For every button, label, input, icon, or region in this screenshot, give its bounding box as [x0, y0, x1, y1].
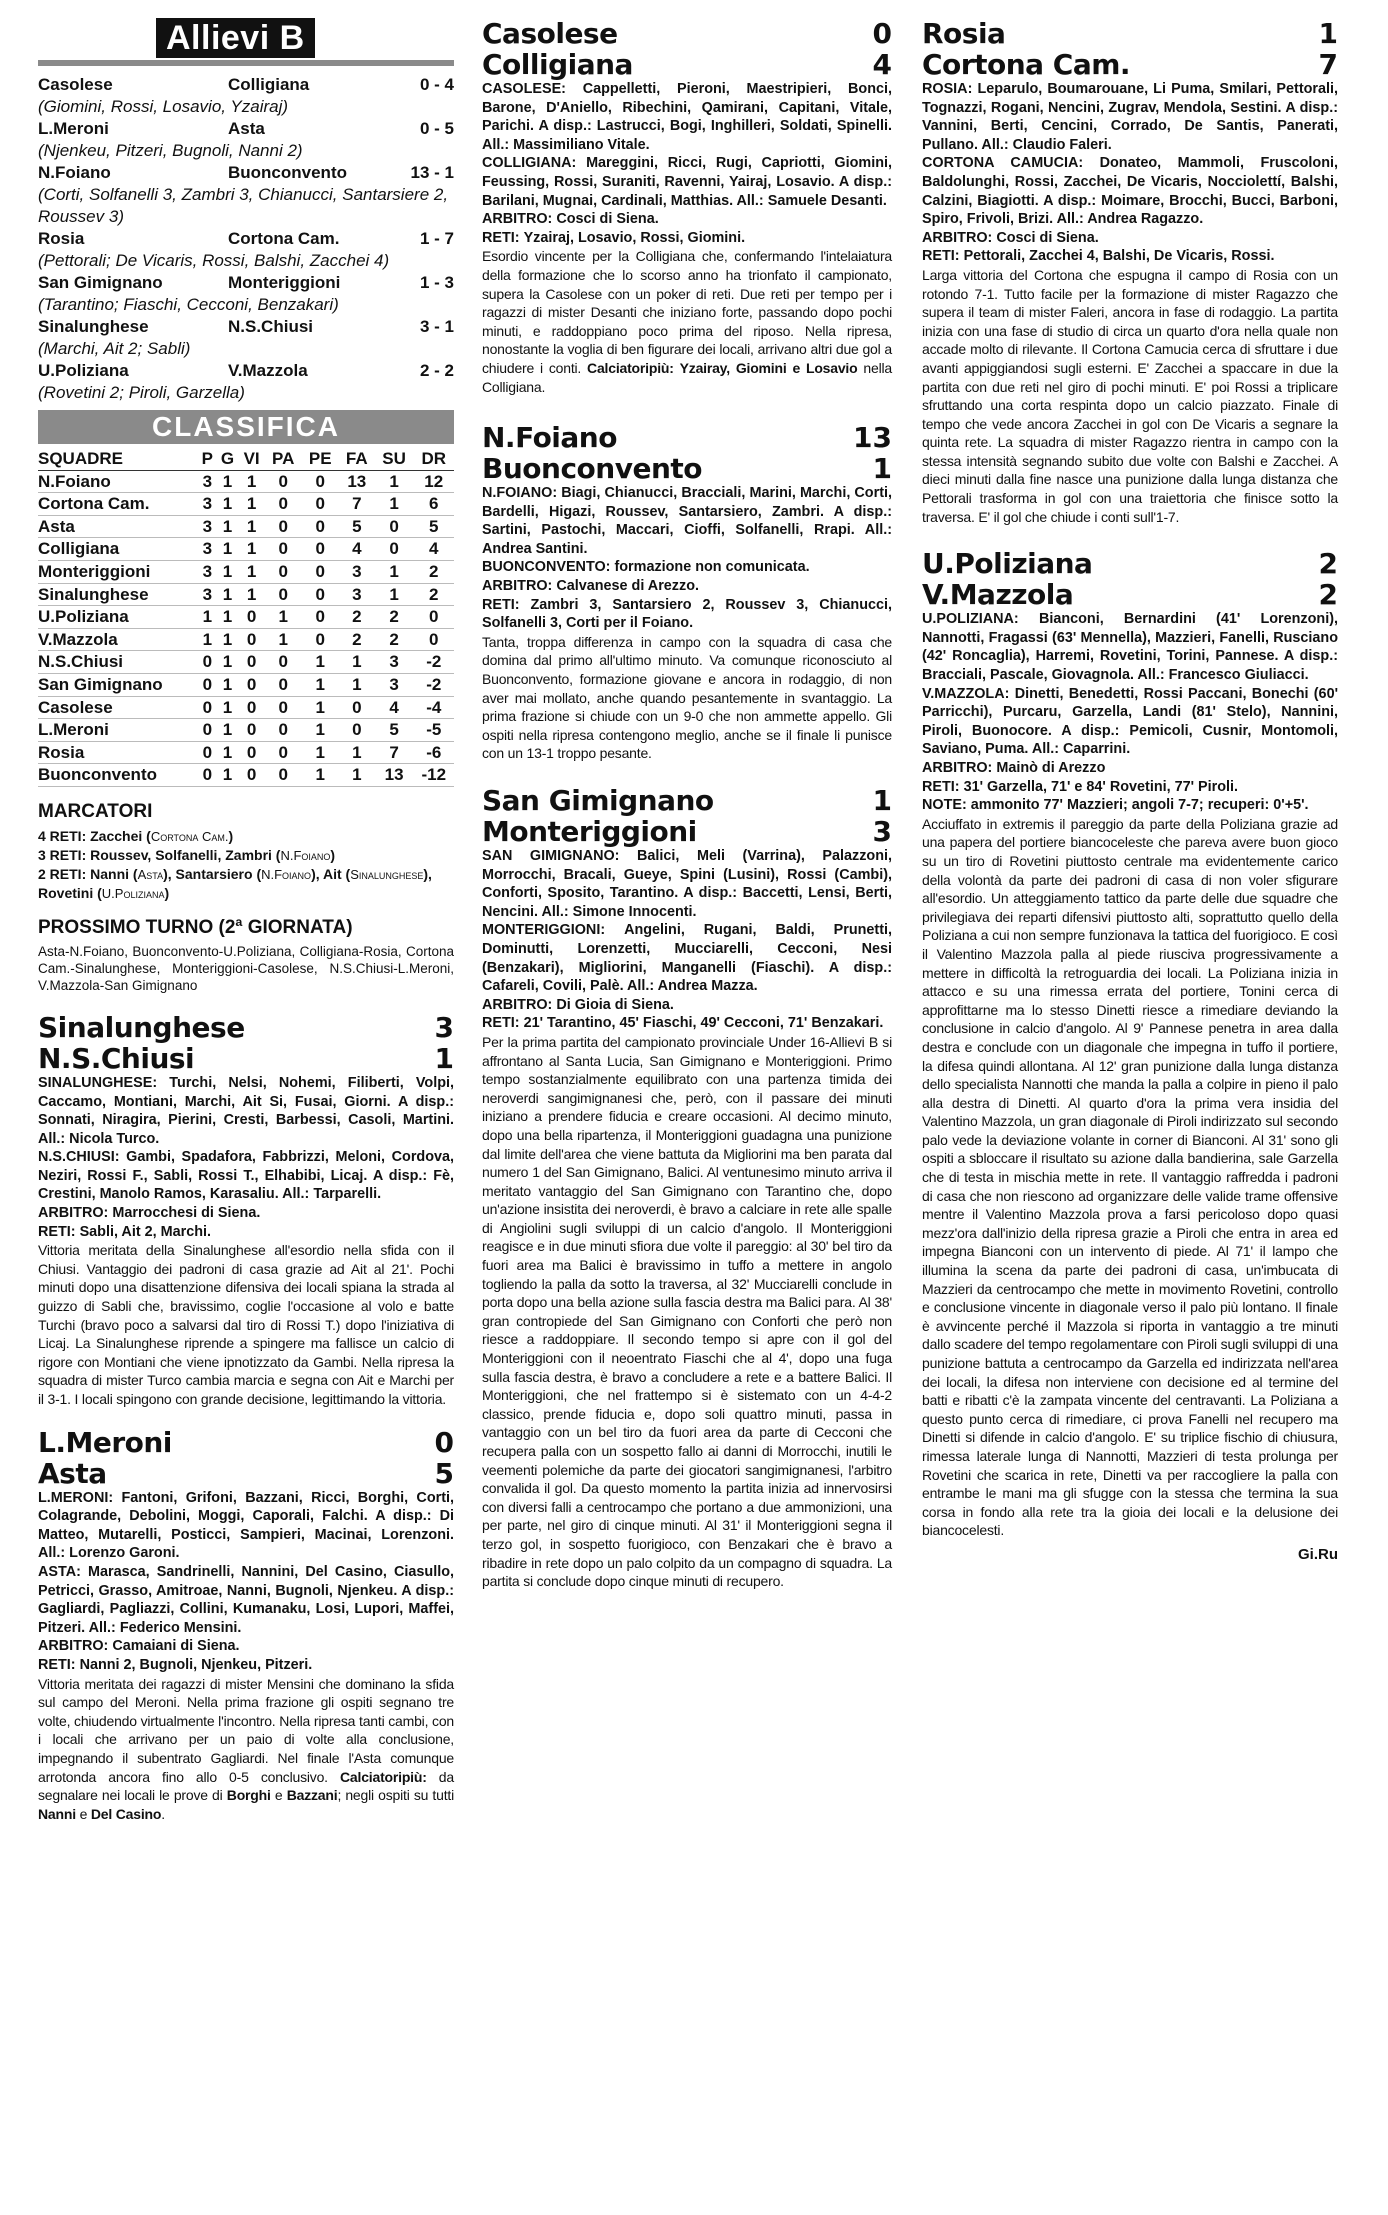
standings-cell: 0	[238, 651, 264, 674]
standings-cell: 3	[339, 583, 375, 606]
standings-cell: 13	[339, 470, 375, 493]
match-foiano-buonconvento: N.Foiano 13 Buonconvento 1 N.FOIANO: Biagi, Chianucci, Bracciali, Marini, Marchi, Corti, Bardelli, Higazi, Roussev, Santarsiero, Zambri. A disp.: Sartini, Pastochi, Maccari, Cioffi, Solfanelli, Rrapi. All.: Andrea Santini. BUONCONVENTO: formazione non comunicata. ARBITRO: Calvanese di Arezzo. RETI: Zambri 3, Santarsiero 2, Roussev 3, Chianucci, Solfanelli 3, Corti per il Foiano. Tanta, troppa differenza in campo con la squadra di casa che domina dal primo all'ultimo minuto. Va comunque riconosciuto al Buonconvento, formazione giovane e ancora in rodaggio, di non aver mai mollato, anche quando pesantemente in svantaggio. La prima frazione si chiude con un 9-0 che non ammette appello. Gli ospiti nella ripresa contengono meglio, anche se il finale li punisce con un 13-1 troppo pesante.	[482, 421, 892, 762]
standings-cell: 0	[238, 764, 264, 787]
standings-header-cell: VI	[238, 448, 264, 470]
match-report: Vittoria meritata della Sinalunghese all'esordio nella sfida con il Chiusi. Vantaggio dei padroni di casa grazie ad Ait al 21'. Pochi minuti dopo una disattenzione difensiva dei locali spiana la strada al guizzo di Sabli che, bravissimo, coglie l'occasione al volo e batte Turchi (bravo poco a salvarsi dal tiro di Rossi T.) dopo l'iniziativa di Licaj. La Sinalunghese riprende a spingere ma fallisce un calcio di rigore con Montiani che viene ipnotizzato da Gambi. Nella ripresa la squadra di mister Turco cambia marcia e segna con Ait e Marchi per il 3-1. I locali spingono con grande decisione, legittimando la vittoria.	[38, 1242, 454, 1407]
standings-row	[38, 719, 454, 742]
standings-cell: 3	[375, 673, 414, 696]
score: 1 - 3	[419, 273, 454, 292]
standings-header-cell: SU	[375, 448, 414, 470]
standings-row	[38, 606, 454, 629]
standings-cell: 0	[375, 538, 414, 561]
standings-cell: 3	[198, 583, 217, 606]
standings-cell: 0	[238, 719, 264, 742]
standings-cell: 1	[375, 470, 414, 493]
score: 0 - 5	[419, 119, 454, 138]
standings-cell: 1	[265, 606, 302, 629]
standings-cell: 3	[198, 470, 217, 493]
standings-row	[38, 493, 454, 516]
standings-cell: 0	[302, 470, 339, 493]
standings-row	[38, 764, 454, 787]
signature: Gi.Ru	[1298, 1545, 1338, 1563]
result-row	[38, 316, 454, 338]
standings-cell: 1	[238, 583, 264, 606]
result-row	[38, 118, 454, 140]
standings-cell: 0	[302, 515, 339, 538]
result-scorers: (Pettorali; De Vicaris, Rossi, Balshi, Zacchei 4)	[38, 251, 390, 270]
score: 13 - 1	[410, 163, 454, 182]
score: 3 - 1	[419, 317, 454, 336]
result-scorers: (Njenkeu, Pitzeri, Bugnoli, Nanni 2)	[38, 141, 303, 160]
standings-table	[38, 448, 454, 787]
match-report: Acciuffato in extremis il pareggio da parte della Poliziana grazie ad una papera del portiere biancoceleste che pareva avere buon gioco su un tiro di Rovetini piuttosto centrale ma evidentemente carico della volontà da parte dei padroni di casa di non voler sfigurare all'esordio. Un atteggiamento tattico da parte delle due squadre che privilegiava dei reparti difensivi piuttosto alti, soprattutto quello della Poliziana a cui non sempre funzionava la tattica del fuorigioco. E così il Valentino Mazzola palla al piede riusciva progressivamente a mettere in difficoltà la retroguardia dei locali. La Poliziana inizia in attacco e su una rimessa errata del portiere, Tonini cerca di approfittarne ma lo stesso Dinetti riesce a rimediare deviando la conclusione in calcio d'angolo. Al 9' Pannese penetra in area dalla destra e conclude con un diagonale che impegna in tuffo il portiere, la difesa quindi allontana. Al 12' gran punizione dalla lunga distanza dello specialista Nannotti che manda la palla a colpire in pieno il palo alla destra di Dinetti. Al quarto d'ora la prima vera insidia del Valentino Mazzola, un gran diagonale di Piroli indirizzato sul secondo palo vede la deviazione volante in corner di Bianconi. Al 31' sono gli ospiti a sbloccare il risultato su azione dalla bandierina, sale Garzella che di testa in mischia mette in rete. Il vantaggio raffredda i padroni di casa che non riescono ad organizzare delle valide trame offensive mentre il Valentino Mazzola prova a farsi pericoloso dopo quasi mezz'ora dall'inizio della ripresa grazie a Piroli che entra in area ed impegna Bianconi con un intervento di piede. Al 71' il lampo che illumina la scena da parte dei padroni di casa, un'imbucata di Mazzieri da centrocampo che mette in movimento Rovetini, controllo e conclusione vincente in diagonale verso il palo più lontano. Il finale è avvincente perché il Mazzola si riporta in vantaggio a tre minuti dallo scadere del tempo regolamentare con Piroli sugli sviluppi di una punizione battuta a centrocampo da Garzella ed indirizzata nell'area dei locali, la difesa non interviene con decisione ed al termine del batti e ribatti c'è la zampata vincente del centravanti. La Poliziana a questo punto cerca di rimediare, ci prova Fanelli nel recupero ma Dinetti si difende in calcio d'angolo. E' su triplice fischio di chiusura, rimessa laterale lunga di Nannotti, Mazzieri di testa prolunga per Rovetini che scarica in rete, Dinetti va per raccogliere la palla con entrambe le mani ma gli sfugge con la stessa che termina la sua corsa in fondo alla rete tra la gioia dei locali e la delusione dei biancocelesti.	[922, 815, 1338, 1539]
result-row	[38, 74, 454, 96]
standings-cell: L.Meroni	[38, 719, 198, 742]
home-team: L.Meroni	[38, 119, 109, 138]
standings-cell: 3	[375, 651, 414, 674]
standings-cell: 0	[265, 493, 302, 516]
column-2	[482, 18, 892, 1591]
match-sinalunghese-chiusi: Sinalunghese 3 N.S.Chiusi 1 SINALUNGHESE: Turchi, Nelsi, Nohemi, Filiberti, Volpi, Caccamo, Montiani, Marchi, Ait Si, Fusai, Giorni. A disp.: Sonnati, Niragira, Pierini, Cresti, Barbessi, Casoli, Martini. All.: Nicola Turco. N.S.CHIUSI: Gambi, Spadafora, Fabbrizzi, Meloni, Cordova, Neziri, Rossi F., Sabli, Rossi T., Elhabibi, Licaj. A disp.: Fè, Crestini, Manolo Ramos, Karasaliu. All.: Tarparelli. ARBITRO: Marrocchesi di Siena. RETI: Sabli, Ait 2, Marchi. Vittoria meritata della Sinalunghese all'esordio nella sfida con il Chiusi. Vantaggio dei padroni di casa grazie ad Ait al 21'. Pochi minuti dopo una disattenzione difensiva dei locali spiana la strada al guizzo di Sabli che, bravissimo, coglie l'occasione al volo e batte Turchi (bravo poco a salvarsi dal tiro di Rossi T.) dopo l'iniziativa di Licaj. La Sinalunghese riprende a spingere ma fallisce un calcio di rigore con Montiani che viene ipnotizzato da Gambi. Nella ripresa la squadra di mister Turco cambia marcia e segna con Ait e Marchi per il 3-1. I locali spingono con grande decisione, legittimando la vittoria.	[38, 1010, 455, 1407]
standings-row	[38, 673, 454, 696]
standings-cell: 1	[339, 764, 375, 787]
standings-cell: Sinalunghese	[38, 583, 198, 606]
match-sangimignano-monteriggioni: San Gimignano 1 Monteriggioni 3 SAN GIMIGNANO: Balici, Meli (Varrina), Palazzoni, Morrocchi, Bracali, Gueye, Spini (Lusini), Rossi (Cambi), Conforti, Sposito, Tarantino. A disp.: Baccetti, Lensi, Berti, Nencini. All.: Simone Innocenti. MONTERIGGIONI: Angelini, Rugani, Baldi, Prunetti, Dominutti, Lorenzetti, Mucciarelli, Cecconi, Nesi (Benzakari), Migliorini, Manganelli (Fiaschi). A disp.: Cafareli, Covili, Palè. All.: Andrea Mazza. ARBITRO: Di Gioia di Siena. RETI: 21' Tarantino, 45' Fiaschi, 49' Cecconi, 71' Benzakari. Per la prima partita del campionato provinciale Under 16-Allievi B si affrontano al Santa Lucia, San Gimignano e Monteriggioni. Primo tempo sostanzialmente equilibrato con una partenza timida dei neroverdi sangimignanesi che, però, con il passare dei minuti iniziano a prendere fiducia e creare occasioni. Al decimo minuto, dopo una bella ripartenza, il Monteriggioni guadagna una punizione dal limite dell'area che viene battuta da Migliorini ma ben parata dal numero 1 del San Gimignano, Balici. Al ventunesimo minuto arriva il meritato vantaggio del San Gimignano con Tarantino che, dopo un'azione insistita dei neroverdi, è bravo a calciare in rete alle spalle di Angiolini sugli sviluppi di un calcio d'angolo. Il Monteriggioni reagisce e in due minuti sfiora due volte il pareggio: al 30' bel tiro da fuori area ma Balici è bravissimo in tuffo a mettere in angolo togliendo la palla da sotto la traversa, al 32' Mucciarelli conclude in porta dopo una bella azione sulla fascia destra ma Balici para. Al 38' gran contropiede del San Gimignano con Conforti che però non riesce a raddoppiare. Il secondo tempo si apre con il gol del Monteriggioni con il neoentrato Fiaschi che al 4', dopo una fuga sulla fascia destra, è bravo a concludere a rete e a battere Balici. Il Monteriggioni, che nel frattempo si è sistemato con un 4-4-2 classico, prende fiducia e, dopo soli quattro minuti, passa in vantaggio con un bel tiro da fuori area da parte di Cecconi che recupera palla con un sospetto fallo ai danni di Morrocchi, inutili le veementi polemiche da parte dei giocatori sangimignanesi, l'arbitro convalida il gol. Da questo momento la partita inizia ad innervosirsi con diversi falli a centrocampo che portano a due ammonizioni, una per parte, nel giro di cinque minuti. Al 31' il Monteriggioni segna il terzo gol, in sospetto fuorigioco, con Benzakari che è bravo a ribadire in rete dopo un palo colpito da un compagno di squadra. La partita si conclude dopo cinque minuti di recupero.	[482, 784, 893, 1590]
standings-cell: 0	[238, 606, 264, 629]
standings-cell: 0	[198, 696, 217, 719]
standings-cell: 0	[414, 628, 454, 651]
standings-cell: 0	[265, 560, 302, 583]
result-row	[38, 228, 454, 250]
standings-cell: 1	[198, 606, 217, 629]
standings-cell: 0	[265, 538, 302, 561]
standings-cell: 0	[302, 583, 339, 606]
standings-cell: 3	[198, 538, 217, 561]
standings-header-cell: SQUADRE	[38, 448, 198, 470]
home-team: Rosia	[38, 229, 85, 248]
standings-cell: 0	[265, 741, 302, 764]
standings-cell: -2	[414, 673, 454, 696]
standings-cell: 2	[414, 560, 454, 583]
standings-cell: 5	[375, 719, 414, 742]
column-1	[38, 18, 454, 1823]
standings-cell: 1	[217, 628, 239, 651]
standings-cell: 7	[339, 493, 375, 516]
standings-cell: 1	[375, 560, 414, 583]
standings-cell: 3	[339, 560, 375, 583]
away-team: Buonconvento	[228, 163, 347, 182]
prossimo-turno-text: Asta-N.Foiano, Buonconvento-U.Poliziana, Colligiana-Rosia, Cortona Cam.-Sinalunghese, Monteriggioni-Casolese, N.S.Chiusi-L.Meroni, V.Mazzola-San Gimignano	[38, 943, 454, 993]
result-scorers: (Tarantino; Fiaschi, Cecconi, Benzakari)	[38, 295, 339, 314]
standings-cell: 1	[217, 719, 239, 742]
result-scorers: (Rovetini 2; Piroli, Garzella)	[38, 383, 245, 402]
standings-cell: 1	[302, 696, 339, 719]
standings-cell: 3	[198, 493, 217, 516]
match-report: Esordio vincente per la Colligiana che, confermando l'intelaiatura della formazione che lo scorso anno ha trionfato il campionato, supera la Casolese con un poker di reti. Due reti per tempo per i ragazzi di mister Desanti che iniziano forte, passando dopo pochi minuti, e raddoppiano poco prima del riposo. Nella ripresa, nonostante la voglia di ben figurare dei locali, arrivano altri due gol a chiudere i conti. Calciatoripiù: Yzairay, Giomini e Losavio nella Colligiana.	[482, 248, 892, 395]
prossimo-turno-title: PROSSIMO TURNO (2ª GIORNATA)	[38, 916, 353, 938]
standings-cell: 0	[198, 741, 217, 764]
standings-cell: 12	[414, 470, 454, 493]
standings-cell: 0	[414, 606, 454, 629]
standings-cell: Rosia	[38, 741, 198, 764]
standings-cell: 0	[198, 719, 217, 742]
classifica-title: CLASSIFICA	[38, 410, 454, 444]
standings-cell: Cortona Cam.	[38, 493, 198, 516]
standings-cell: N.Foiano	[38, 470, 198, 493]
standings-cell: 0	[238, 696, 264, 719]
standings-cell: 0	[198, 764, 217, 787]
standings-cell: 0	[198, 651, 217, 674]
standings-cell: 0	[265, 764, 302, 787]
away-team: Colligiana	[228, 75, 310, 94]
standings-cell: 1	[238, 470, 264, 493]
standings-cell: 2	[375, 628, 414, 651]
standings-cell: 3	[198, 560, 217, 583]
standings-cell: 1	[339, 741, 375, 764]
away-team: Monteriggioni	[228, 273, 341, 292]
standings-cell: 0	[265, 583, 302, 606]
standings-header-cell: G	[217, 448, 239, 470]
score: 2 - 2	[419, 361, 454, 380]
standings-cell: 0	[238, 741, 264, 764]
standings-cell: 1	[302, 741, 339, 764]
standings-cell: 1	[217, 470, 239, 493]
standings-row	[38, 583, 454, 606]
standings-row	[38, 538, 454, 561]
standings-cell: 1	[302, 673, 339, 696]
standings-cell: Casolese	[38, 696, 198, 719]
standings-cell: -5	[414, 719, 454, 742]
standings-header-cell: DR	[414, 448, 454, 470]
divider	[38, 60, 454, 66]
standings-cell: 1	[217, 673, 239, 696]
standings-cell: 13	[375, 764, 414, 787]
standings-cell: 1	[217, 741, 239, 764]
standings-cell: 1	[238, 493, 264, 516]
standings-cell: 3	[198, 515, 217, 538]
standings-cell: 5	[414, 515, 454, 538]
standings-cell: -4	[414, 696, 454, 719]
standings-cell: 1	[265, 628, 302, 651]
score: 0 - 4	[419, 75, 454, 94]
standings-row	[38, 515, 454, 538]
result-row	[38, 360, 454, 382]
standings-cell: 1	[339, 673, 375, 696]
results-list	[38, 74, 454, 404]
standings-cell: 1	[217, 538, 239, 561]
standings-row	[38, 560, 454, 583]
standings-cell: 1	[339, 651, 375, 674]
standings-cell: 0	[302, 628, 339, 651]
standings-cell: N.S.Chiusi	[38, 651, 198, 674]
standings-cell: V.Mazzola	[38, 628, 198, 651]
home-team: San Gimignano	[38, 273, 163, 292]
standings-cell: 0	[375, 515, 414, 538]
standings-cell: Colligiana	[38, 538, 198, 561]
standings-cell: 0	[265, 719, 302, 742]
away-team: Cortona Cam.	[228, 229, 340, 248]
standings-cell: 1	[198, 628, 217, 651]
home-team: Casolese	[38, 75, 113, 94]
standings-cell: 4	[414, 538, 454, 561]
match-report: Larga vittoria del Cortona che espugna il campo di Rosia con un rotondo 7-1. Tutto facile per la formazione di mister Ragazzo che supera il team di mister Faleri, ancora in fase di rodaggio. La partita inizia con una fase di studio di circa un quarto d'ora nella quale non accade molto di rilevante. Il Cortona Camucia cerca di sfruttare i due avanti appiggiandosi sugli esterni. E' Zacchei a spaccare in due la partita con due reti nel giro di pochi minuti. E' poi Rossi a triplicare sfruttando una corta respinta dopo un calcio piazzato. Finale di tempo che vede ancora Zacchei in gol con De Vicaris a segnare la quinta rete. La squadra di mister Ragazzo rientra in campo con la stessa intensità segnando subito due volte con Balshi e Zacchei. A dieci minuti dalla fine nasce una punizione dalla lunga distanza che Pettorali trasforma in gol con una traiettoria che finisce sotto la traversa. E' il gol che chiude i conti sull'1-7.	[922, 266, 1338, 525]
standings-cell: 0	[265, 651, 302, 674]
home-team: Sinalunghese	[38, 317, 149, 336]
standings-cell: -12	[414, 764, 454, 787]
standings-row	[38, 651, 454, 674]
standings-cell: 4	[339, 538, 375, 561]
standings-cell: 0	[302, 606, 339, 629]
standings-cell: 0	[302, 493, 339, 516]
standings-cell: 2	[339, 606, 375, 629]
standings-cell: 4	[375, 696, 414, 719]
away-team: V.Mazzola	[228, 361, 308, 380]
marcatori-line: 3 RETI: Roussev, Solfanelli, Zambri (N.Foiano)	[38, 846, 336, 863]
standings-cell: 0	[302, 560, 339, 583]
standings-cell: 0	[339, 719, 375, 742]
standings-cell: 1	[217, 696, 239, 719]
standings-row	[38, 470, 454, 493]
match-meroni-asta: L.Meroni 0 Asta 5 L.MERONI: Fantoni, Grifoni, Bazzani, Ricci, Borghi, Corti, Colagrande, Debolini, Moggi, Caporali, Falchi. A disp.: Di Matteo, Mutarelli, Posticci, Sampieri, Macinai, Lorenzoni. All.: Lorenzo Garoni. ASTA: Marasca, Sandrinelli, Nannini, Del Casino, Ciasullo, Petricci, Grasso, Amitroae, Nanni, Bugnoli, Njenkeu. A disp.: Gagliardi, Pagliazzi, Collini, Kumanaku, Losi, Lupori, Maffei, Pitzeri. All.: Federico Mensini. ARBITRO: Camaiani di Siena. RETI: Nanni 2, Bugnoli, Njenkeu, Pitzeri. Vittoria meritata dei ragazzi di mister Mensini che dominano la sfida sul campo del Meroni. Nella prima frazione gli ospiti segnano tre volte, chiudendo virtualmente l'incontro. Nella ripresa tanti cambi, con i locali che arrivano per un paio di volte alla conclusione, impegnando il subentrato Gagliardi. Nel finale l'Asta comunque arrotonda ancora fino allo 0-5 conclusivo. Calciatoripiù: da segnalare nei locali le prove di Borghi e Bazzani; negli ospiti su tutti Nanni e Del Casino.	[38, 1425, 455, 1822]
result-row	[38, 272, 454, 294]
section-title: Allievi B	[156, 18, 315, 58]
standings-row	[38, 741, 454, 764]
marcatori-line: 2 RETI: Nanni (Asta), Santarsiero (N.Foiano), Ait (Sinalunghese), Rovetini (U.Poliziana)	[38, 865, 432, 901]
standings-cell: Buonconvento	[38, 764, 198, 787]
standings-cell: 2	[375, 606, 414, 629]
standings-cell: 0	[265, 673, 302, 696]
standings-cell: 1	[217, 560, 239, 583]
standings-cell: 2	[414, 583, 454, 606]
standings-cell: 0	[238, 673, 264, 696]
standings-cell: 1	[217, 606, 239, 629]
standings-cell: 0	[339, 696, 375, 719]
match-report: Tanta, troppa differenza in campo con la squadra di casa che domina dal primo all'ultimo minuto. Va comunque riconosciuto al Buonconvento, formazione giovane e ancora in rodaggio, di non aver mai mollato, anche quando pesantemente in svantaggio. La prima frazione si chiude con un 9-0 che non ammette appello. Gli ospiti nella ripresa contengono meglio, anche se il finale li punisce con un 13-1 troppo pesante.	[482, 633, 892, 762]
home-team: U.Poliziana	[38, 361, 129, 380]
away-team: N.S.Chiusi	[228, 317, 314, 336]
result-scorers: (Giomini, Rossi, Losavio, Yzairaj)	[38, 97, 289, 116]
standings-cell: 1	[238, 560, 264, 583]
standings-cell: U.Poliziana	[38, 606, 198, 629]
match-poliziana-mazzola: U.Poliziana 2 V.Mazzola 2 U.POLIZIANA: Bianconi, Bernardini (41' Lorenzoni), Nannotti, Fragassi (63' Mennella), Mazzieri, Fanelli, Rusciano (42' Roncaglia), Harremi, Rovetini, Torini, Pannese. A disp.: Bracciali, Pascale, Giovagnola. All.: Francesco Giuliacci. V.MAZZOLA: Dinetti, Benedetti, Rossi Paccani, Bonechi (60' Parricchi), Purcaru, Garzella, Landi (81' Stelo), Nannini, Piroli, Buonocore. A disp.: Pemicoli, Cusnir, Montomoli, Saviano, Puma. All.: Caparrini. ARBITRO: Mainò di Arezzo RETI: 31' Garzella, 71' e 84' Rovetini, 77' Piroli. NOTE: ammonito 77' Mazzieri; angoli 7-7; recuperi: 0'+5'. Acciuffato in extremis il pareggio da parte della Poliziana grazie ad una papera del portiere biancoceleste che pareva avere buon gioco su un tiro di Rovetini piuttosto centrale ma evidentemente carico della volontà da parte dei padroni di casa di non voler sfigurare all'esordio. Un atteggiamento tattico da parte delle due squadre che privilegiava dei reparti difensivi piuttosto alti, soprattutto quello della Poliziana a cui non sempre funzionava la tattica del fuorigioco. E così il Valentino Mazzola palla al piede riusciva progressivamente a mettere in difficoltà la retroguardia dei locali. La Poliziana inizia in attacco e su una rimessa errata del portiere, Tonini cerca di approfittarne ma lo stesso Dinetti riesce a rimediare deviando la conclusione in calcio d'angolo. Al 9' Pannese penetra in area dalla destra e conclude con un diagonale che impegna in tuffo il portiere, la difesa quindi allontana. Al 12' gran punizione dalla lunga distanza dello specialista Nannotti che manda la palla a colpire in pieno il palo alla destra di Dinetti. Al quarto d'ora la prima vera insidia del Valentino Mazzola, un gran diagonale di Piroli indirizzato sul secondo palo vede la deviazione volante in corner di Bianconi. Al 31' sono gli ospiti a sbloccare il risultato su azione dalla bandierina, sale Garzella che di testa in mischia mette in rete. Il vantaggio raffredda i padroni di casa che non riescono ad organizzare delle valide trame offensive mentre il Valentino Mazzola prova a farsi pericoloso dopo quasi mezz'ora dall'inizio della ripresa grazie a Piroli che entra in area ed impegna Bianconi con un intervento di piede. Al 71' il lampo che illumina la scena da parte dei padroni di casa, un'imbucata di Mazzieri da centrocampo che mette in movimento Rovetini, controllo e conclusione vincente in diagonale verso il palo più lontano. Il finale è avvincente perché il Mazzola si riporta in vantaggio a tre minuti dallo scadere del tempo regolamentare con Piroli sugli sviluppi di una punizione battuta a centrocampo da Garzella ed indirizzata nell'area dei locali, la difesa non interviene con decisione ed al termine del batti e ribatti c'è la zampata vincente del centravanti. La Poliziana a questo punto cerca di rimediare, ci prova Fanelli nel recupero ma Dinetti si difende in calcio d'angolo. E' su triplice fischio di chiusura, rimessa laterale lunga di Nannotti, Mazzieri di testa prolunga per Rovetini che scarica in rete, Dinetti va per raccogliere la palla con entrambe le mani ma gli sfugge con la stessa che termina la sua corsa in fondo alla rete tra la gioia dei locali e la delusione dei biancocelesti. Gi.Ru	[922, 547, 1338, 1563]
score: 1 - 7	[419, 229, 454, 248]
column-3	[922, 18, 1338, 1563]
standings-cell: 0	[265, 470, 302, 493]
standings-cell: 0	[265, 515, 302, 538]
standings-cell: 1	[217, 493, 239, 516]
match-rosia-cortona: Rosia 1 Cortona Cam. 7 ROSIA: Leparulo, Boumarouane, Li Puma, Smilari, Pettorali, Tognazzi, Rogani, Nencini, Zugrav, Mendola, Sestini. A disp.: Vannini, Berti, Cencini, Corrado, De Santis, Panerati, Pullano. All.: Claudio Faleri. CORTONA CAMUCIA: Donateo, Mammoli, Fruscoloni, Baldolunghi, Rossi, Zacchei, De Vicaris, Nocciolettí, Balshi, Calzini, Biagiotti. A disp.: Moimare, Brocchi, Bucci, Barboni, Spiro, Frivoli, Brizi. All.: Andrea Ragazzo. ARBITRO: Cosci di Siena. RETI: Pettorali, Zacchei 4, Balshi, De Vicaris, Rossi. Larga vittoria del Cortona che espugna il campo di Rosia con un rotondo 7-1. Tutto facile per la formazione di mister Ragazzo che supera il team di mister Faleri, ancora in fase di rodaggio. La partita inizia con una fase di studio di circa un quarto d'ora nella quale non accade molto di rilevante. Il Cortona Camucia cerca di sfruttare i due avanti appiggiandosi sugli esterni. E' Zacchei a spaccare in due la partita con due reti nel giro di pochi minuti. E' poi Rossi a triplicare sfruttando una corta respinta dopo un calcio piazzato. Finale di tempo che vede ancora Zacchei in gol con De Vicaris a segnare la quinta rete. La squadra di mister Ragazzo rientra in campo con la stessa intensità segnando subito due volte con Balshi e Zacchei. A dieci minuti dalla fine nasce una punizione dalla lunga distanza che Pettorali trasforma in gol con una traiettoria che finisce sotto la traversa. E' il gol che chiude i conti sull'1-7.	[922, 17, 1339, 525]
result-row	[38, 162, 454, 184]
standings-cell: 1	[302, 651, 339, 674]
standings-cell: 5	[339, 515, 375, 538]
result-scorers: (Marchi, Ait 2; Sabli)	[38, 339, 191, 358]
standings-row	[38, 628, 454, 651]
standings-cell: 1	[302, 764, 339, 787]
standings-cell: 0	[198, 673, 217, 696]
standings-header-cell: PA	[265, 448, 302, 470]
standings-cell: San Gimignano	[38, 673, 198, 696]
standings-cell: 6	[414, 493, 454, 516]
standings-cell: 1	[217, 583, 239, 606]
standings-cell: 1	[302, 719, 339, 742]
standings-header-cell: PE	[302, 448, 339, 470]
standings-row	[38, 696, 454, 719]
standings-cell: 2	[339, 628, 375, 651]
standings-cell: 1	[375, 493, 414, 516]
standings-cell: 1	[238, 538, 264, 561]
away-team: Asta	[228, 119, 265, 138]
standings-cell: Monteriggioni	[38, 560, 198, 583]
standings-cell: 0	[265, 696, 302, 719]
marcatori-title: MARCATORI	[38, 800, 153, 822]
match-report: Per la prima partita del campionato provinciale Under 16-Allievi B si affrontano al Santa Lucia, San Gimignano e Monteriggioni. Primo tempo sostanzialmente equilibrato con una partenza timida dei neroverdi sangimignanesi che, però, con il passare dei minuti iniziano a prendere fiducia e creare occasioni. Al decimo minuto, dopo una bella ripartenza, il Monteriggioni guadagna una punizione dal limite dell'area che viene battuta da Migliorini ma ben parata dal numero 1 del San Gimignano, Balici. Al ventunesimo minuto arriva il meritato vantaggio del San Gimignano con Tarantino che, dopo un'azione insistita dei neroverdi, è bravo a calciare in rete alle spalle di Angiolini sugli sviluppi di un calcio d'angolo. Il Monteriggioni reagisce e in due minuti sfiora due volte il pareggio: al 30' bel tiro da fuori area ma Balici è bravissimo in tuffo a mettere in angolo togliendo la palla da sotto la traversa, al 32' Mucciarelli conclude in porta dopo una bella azione sulla fascia destra ma Balici para. Al 38' gran contropiede del San Gimignano con Conforti che però non riesce a raddoppiare. Il secondo tempo si apre con il gol del Monteriggioni con il neoentrato Fiaschi che al 4', dopo una fuga sulla fascia destra, è bravo a concludere a rete e a battere Balici. Il Monteriggioni, che nel frattempo si è sistemato con un 4-4-2 classico, prende fiducia e, dopo soli quattro minuti, passa in vantaggio con un bel tiro da fuori area da parte di Cecconi che recupera palla con un sospetto fallo ai danni di Morrocchi, inutili le veementi polemiche da parte dei giocatori sangimignanesi, l'arbitro convalida il gol. Da questo momento la partita inizia ad innervosirsi con diversi falli a centrocampo che portano a due ammonizioni, una per parte, nel giro di cinque minuti. Al 31' il Monteriggioni segna il terzo gol, in sospetto fuorigioco, con Benzakari che è bravo a ribadire in rete dopo un palo colpito da un compagno di squadra. La partita si conclude dopo cinque minuti di recupero.	[482, 1033, 892, 1590]
standings-cell: 1	[217, 764, 239, 787]
home-team: N.Foiano	[38, 163, 111, 182]
standings-cell: 1	[217, 651, 239, 674]
standings-header-cell: P	[198, 448, 217, 470]
match-report: Vittoria meritata dei ragazzi di mister Mensini che dominano la sfida sul campo del Meroni. Nella prima frazione gli ospiti segnano tre volte, chiudendo virtualmente l'incontro. Nella ripresa tanti cambi, con i locali che arrivano per un paio di volte alla conclusione, impegnando il subentrato Gagliardi. Nel finale l'Asta comunque arrotonda ancora fino allo 0-5 conclusivo. Calciatoripiù: da segnalare nei locali le prove di Borghi e Bazzani; negli ospiti su tutti Nanni e Del Casino.	[38, 1675, 454, 1822]
standings-cell: 0	[302, 538, 339, 561]
standings-cell: -6	[414, 741, 454, 764]
standings-cell: 1	[375, 583, 414, 606]
standings-header-cell: FA	[339, 448, 375, 470]
marcatori-line: 4 RETI: Zacchei (Cortona Cam.)	[38, 827, 234, 844]
standings-cell: 1	[217, 515, 239, 538]
standings-cell: 7	[375, 741, 414, 764]
standings-cell: -2	[414, 651, 454, 674]
standings-cell: 0	[238, 628, 264, 651]
standings-cell: Asta	[38, 515, 198, 538]
result-scorers: (Corti, Solfanelli 3, Zambri 3, Chianucci, Santarsiere 2, Roussev 3)	[38, 185, 449, 226]
match-casolese-colligiana: Casolese 0 Colligiana 4 CASOLESE: Cappelletti, Pieroni, Maestripieri, Bonci, Barone, D'Aniello, Ribechini, Qamirani, Capitani, Vitale, Parichi. A disp.: Lastrucci, Bogi, Inghilleri, Soldati, Spinelli. All.: Massimiliano Vitale. COLLIGIANA: Mareggini, Ricci, Rugi, Capriotti, Giomini, Feussing, Rossi, Suraniti, Ravenni, Yairaj, Losavio. A disp.: Barilani, Mugnai, Cardinali, Matthias. All.: Samuele Desanti. ARBITRO: Cosci di Siena. RETI: Yzairaj, Losavio, Rossi, Giomini. Esordio vincente per la Colligiana che, confermando l'intelaiatura della formazione che lo scorso anno ha trionfato il campionato, supera la Casolese con un poker di reti. Due reti per tempo per i ragazzi di mister Desanti che iniziano forte, passando dopo pochi minuti, e raddoppiano poco prima del riposo. Nella ripresa, nonostante la voglia di ben figurare dei locali, arrivano altri due gol a chiudere i conti. Calciatoripiù: Yzairay, Giomini e Losavio nella Colligiana.	[482, 17, 892, 395]
standings-cell: 1	[238, 515, 264, 538]
